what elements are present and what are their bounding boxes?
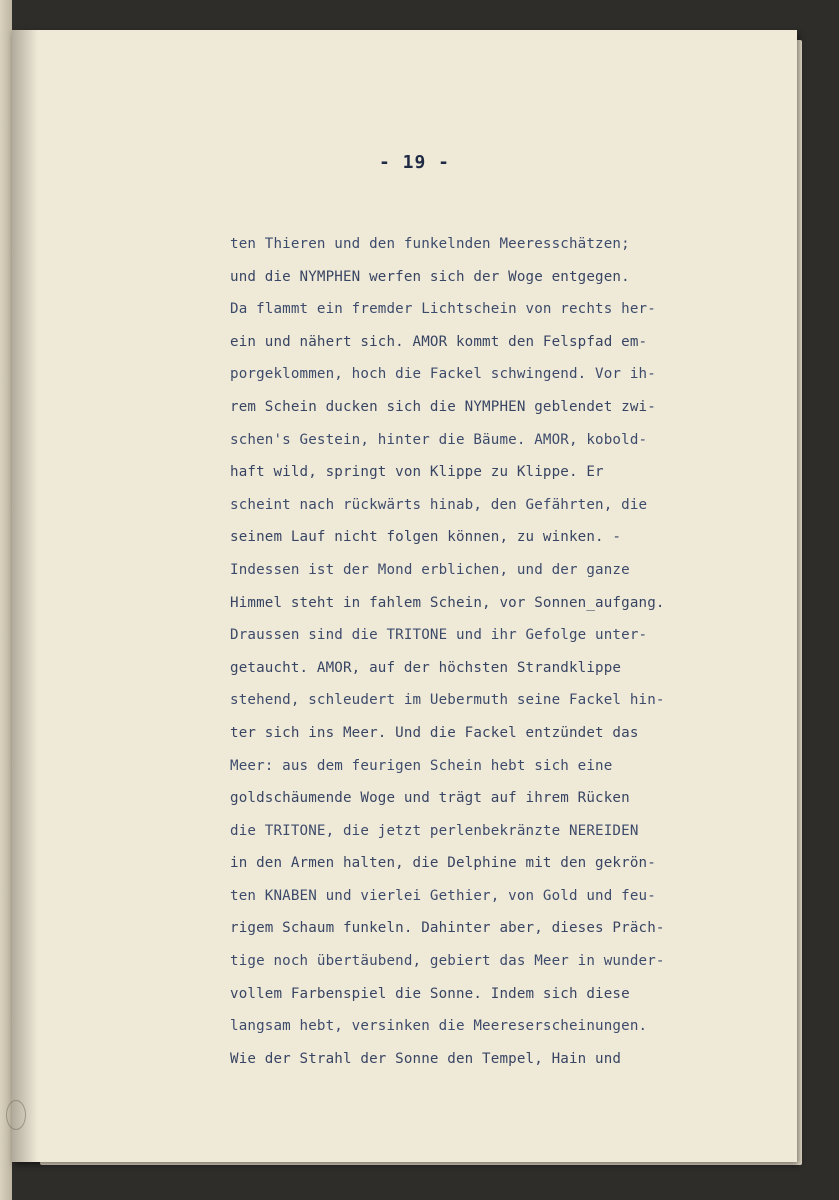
left-page-edge	[0, 0, 12, 1200]
text-line: ter sich ins Meer. Und die Fackel entzündet das	[230, 724, 639, 741]
text-line: seinem Lauf nicht folgen können, zu winken. -	[230, 529, 622, 546]
text-line: tige noch übertäubend, gebiert das Meer in wunder-	[230, 953, 665, 970]
page-number: - 19 -	[378, 152, 451, 173]
typewritten-body	[230, 228, 730, 1075]
text-line: Draussen sind die TRITONE und ihr Gefolge unter-	[230, 627, 648, 644]
text-line: Himmel steht in fahlem Schein, vor Sonnen_aufgang.	[230, 594, 665, 611]
text-line: Meer: aus dem feurigen Schein hebt sich eine	[230, 757, 613, 774]
text-line: scheint nach rückwärts hinab, den Gefährten, die	[230, 496, 648, 513]
text-line: haft wild, springt von Klippe zu Klippe. Er	[230, 464, 604, 481]
text-line: die TRITONE, die jetzt perlenbekränzte NEREIDEN	[230, 822, 639, 839]
text-line: ten KNABEN und vierlei Gethier, von Gold und feu-	[230, 887, 656, 904]
text-line: in den Armen halten, die Delphine mit den gekrön-	[230, 855, 656, 872]
text-line: getaucht. AMOR, auf der höchsten Strandklippe	[230, 659, 622, 676]
text-line: rem Schein ducken sich die NYMPHEN geblendet zwi-	[230, 398, 656, 415]
document-page	[12, 30, 797, 1162]
text-line: Indessen ist der Mond erblichen, und der ganze	[230, 561, 630, 578]
text-line: ten Thieren und den funkelnden Meeresschätzen;	[230, 236, 630, 252]
text-line: und die NYMPHEN werfen sich der Woge entgegen.	[230, 268, 630, 285]
text-line: goldschäumende Woge und trägt auf ihrem Rücken	[230, 790, 630, 807]
text-line: langsam hebt, versinken die Meereserscheinungen.	[230, 1018, 648, 1035]
binding-shadow	[12, 30, 38, 1162]
text-line: Da flammt ein fremder Lichtschein von rechts her-	[230, 301, 656, 318]
punch-hole-mark	[6, 1100, 26, 1130]
text-line: stehend, schleudert im Uebermuth seine Fackel hin-	[230, 692, 665, 709]
text-line: ein und nähert sich. AMOR kommt den Felspfad em-	[230, 333, 648, 350]
text-line: vollem Farbenspiel die Sonne. Indem sich diese	[230, 985, 630, 1002]
text-line: rigem Schaum funkeln. Dahinter aber, dieses Präch-	[230, 920, 665, 937]
text-line: schen's Gestein, hinter die Bäume. AMOR, kobold-	[230, 431, 648, 448]
text-line: Wie der Strahl der Sonne den Tempel, Hain und	[230, 1050, 622, 1067]
text-line: porgeklommen, hoch die Fackel schwingend. Vor ih-	[230, 366, 656, 383]
